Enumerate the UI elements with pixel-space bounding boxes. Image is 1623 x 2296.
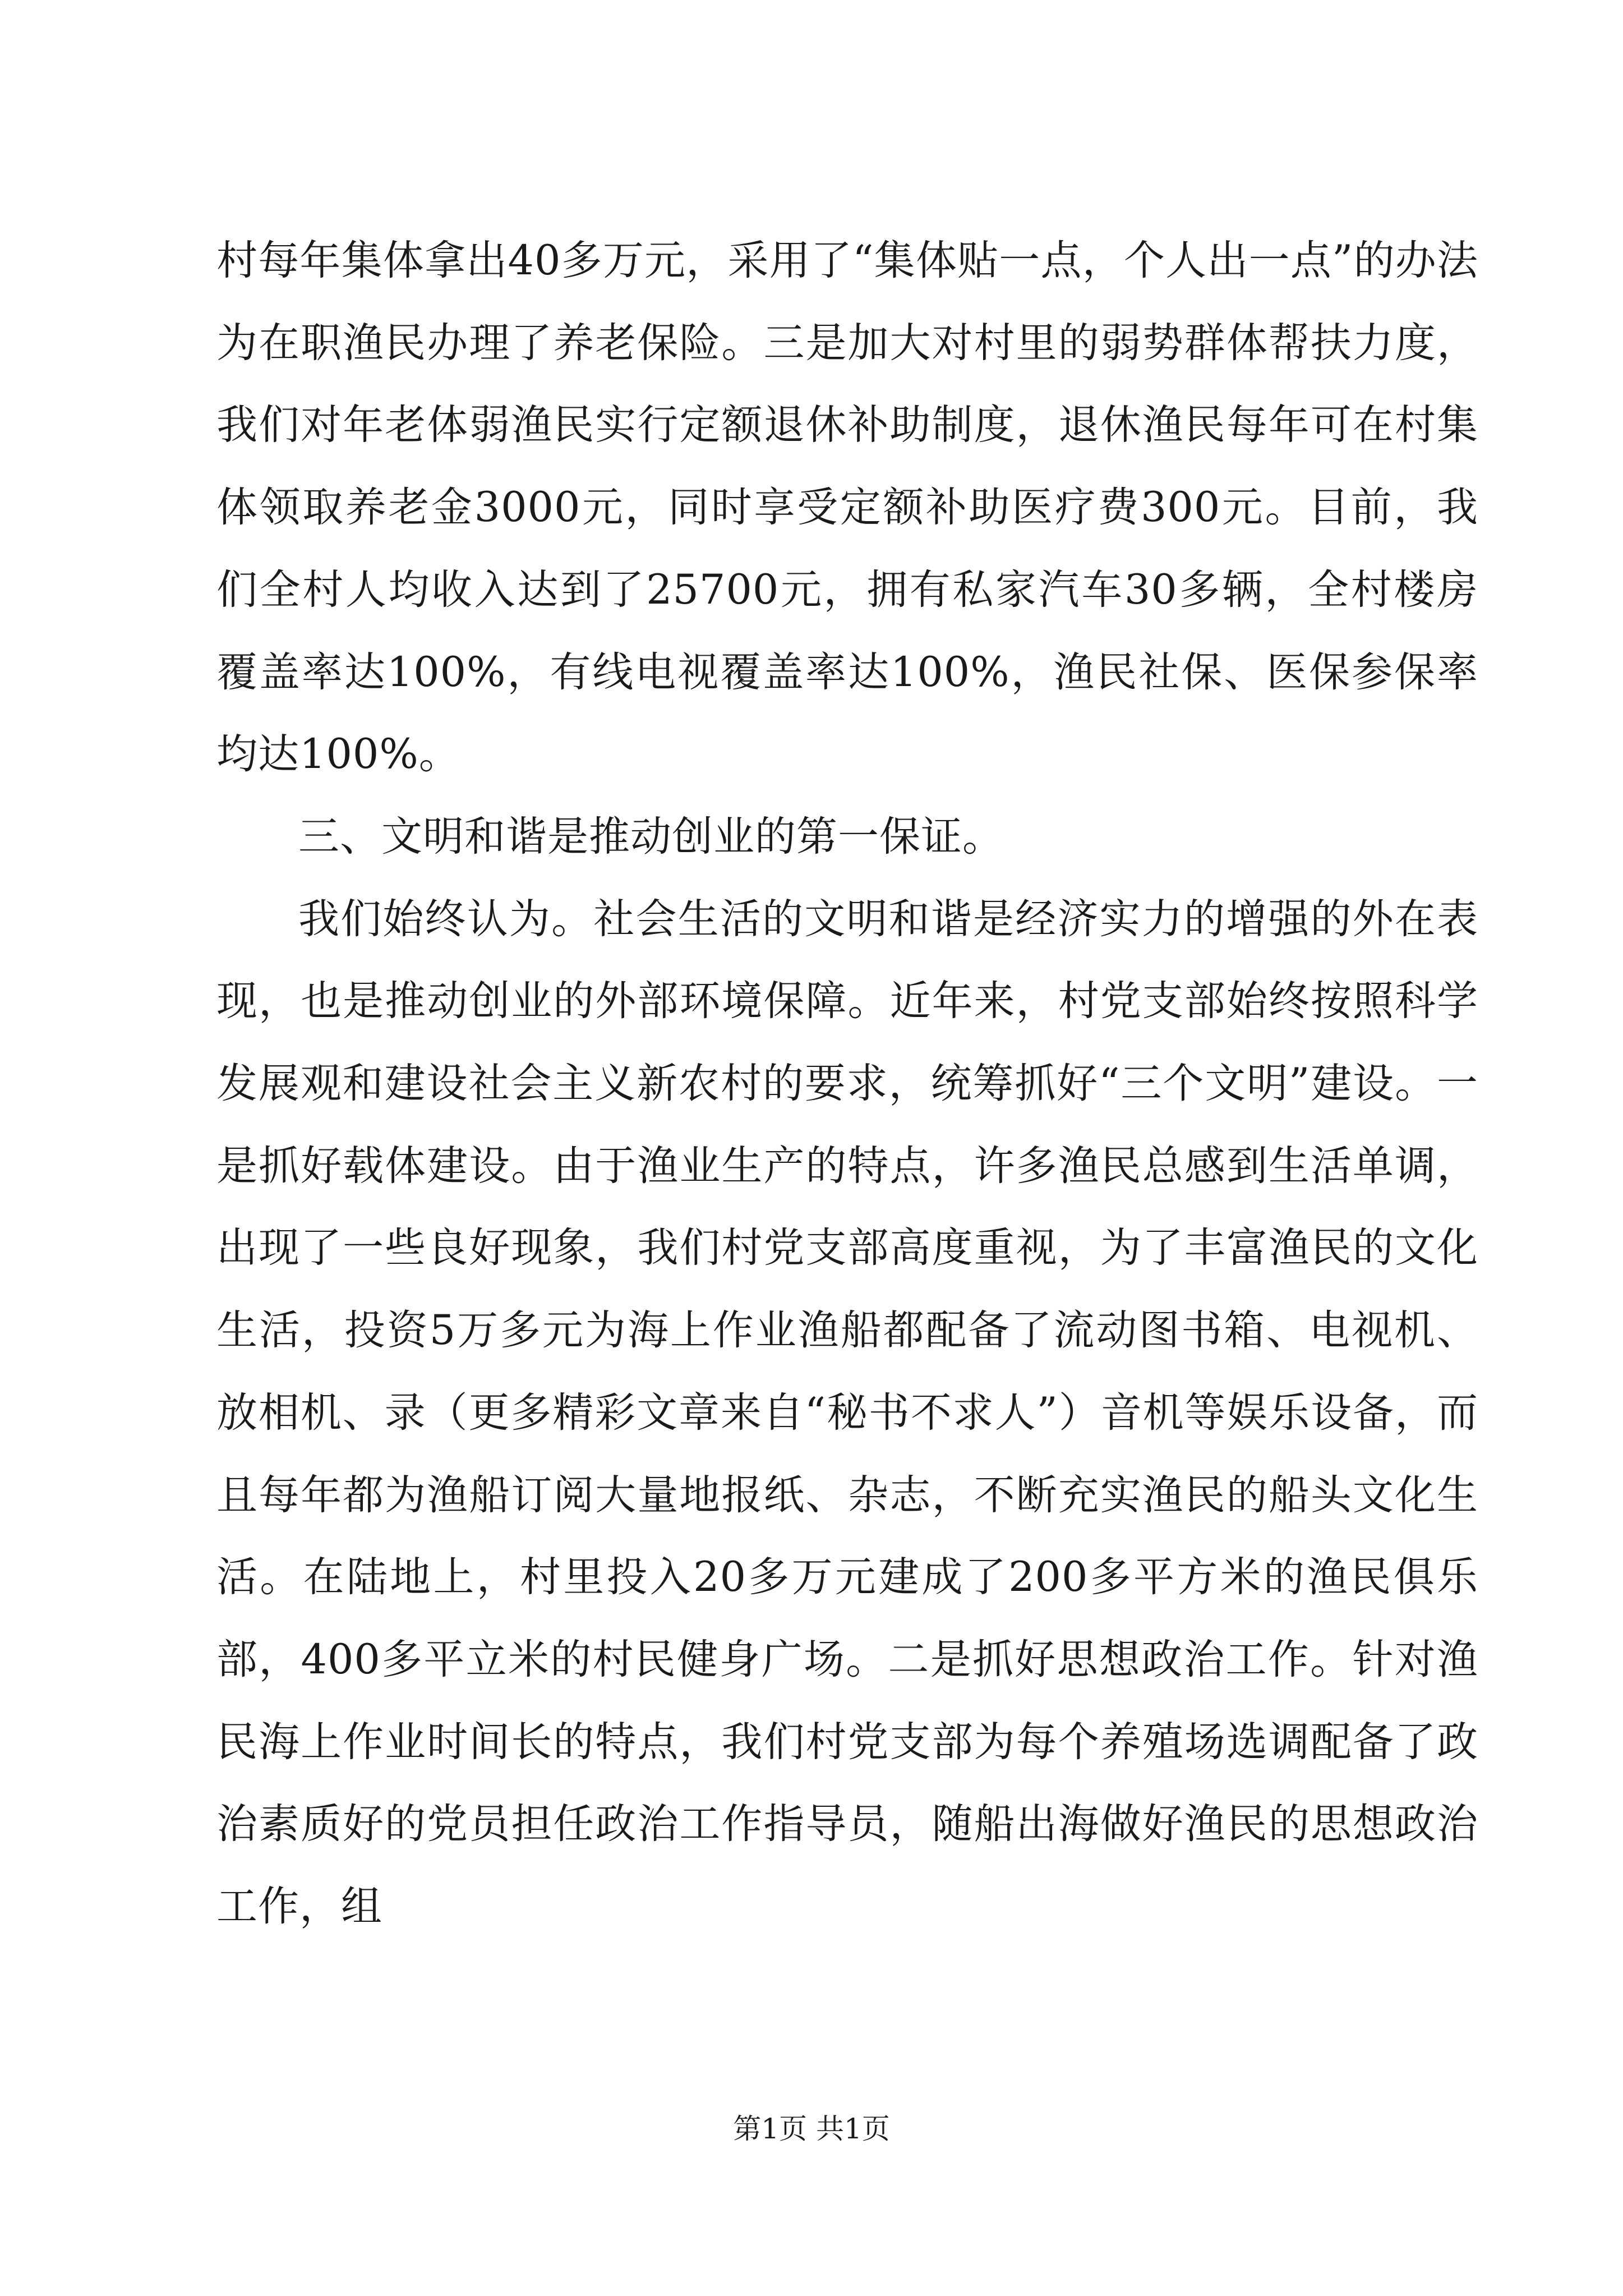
section-heading-3: 三、文明和谐是推动创业的第一保证。 bbox=[298, 812, 1004, 861]
page-footer: 第1页 共1页 bbox=[733, 2113, 890, 2145]
paragraph-civilization: 我们始终认为。社会生活的文明和谐是经济实力的增强的外在表现，也是推动创业的外部环境保障。近年来，村党支部始终按照科学发展观和建设社会主义新农村的要求，统筹抓好“三个文明”建设。一是抓好载体建设。由于渔业生产的特点，许多渔民总感到生活单调，出现了一些良好现象，我们村党支部高度重视，为了丰富渔民的文化生活，投资5万多元为海上作业渔船都配备了流动图书箱、电视机、放相机、录（更多精彩文章来自“秘书不求人”）音机等娱乐设备，而且每年都为渔船订阅大量地报纸、杂志，不断充实渔民的船头文化生活。在陆地上，村里投入20多万元建成了200多平方米的渔民俱乐部，400多平立米的村民健身广场。二是抓好思想政治工作。针对渔民海上作业时间长的特点，我们村党支部为每个养殖场选调配备了政治素质好的党员担任政治工作指导员，随船出海做好渔民的思想政治工作，组 bbox=[216, 895, 1478, 1931]
paragraph-pension: 村每年集体拿出40多万元，采用了“集体贴一点，个人出一点”的办法为在职渔民办理了养老保险。三是加大对村里的弱势群体帮扶力度，我们对年老体弱渔民实行定额退休补助制度，退休渔民每年可在村集体领取养老金3000元，同时享受定额补助医疗费300元。目前，我们全村人均收入达到了25700元，拥有私家汽车30多辆，全村楼房覆盖率达100%，有线电视覆盖率达100%，渔民社保、医保参保率均达100%。 bbox=[216, 237, 1478, 779]
document-body bbox=[216, 220, 1478, 1948]
